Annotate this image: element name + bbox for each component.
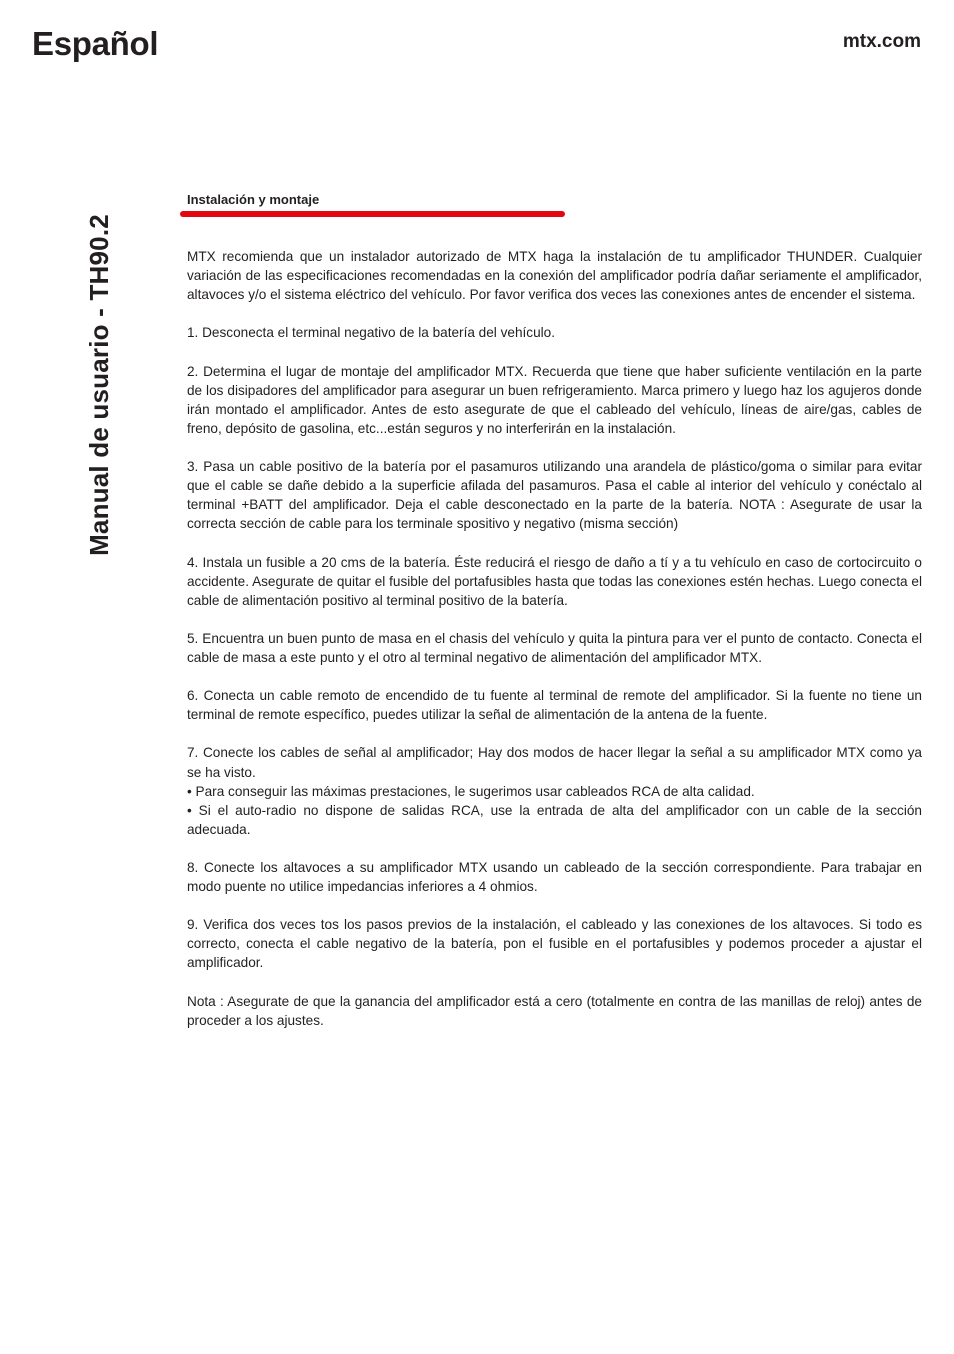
section-divider	[180, 211, 565, 217]
step-1: 1. Desconecta el terminal negativo de la batería del vehículo.	[187, 325, 556, 341]
step-8: 8. Conecte los altavoces a su amplificador MTX usando un cableado de la sección correspondiente. Para trabajar en modo puente no utilice impedancias inferiores a 4 ohmios.	[187, 860, 922, 895]
step-6: 6. Conecta un cable remoto de encendido de tu fuente al terminal de remote del amplificador. Si la fuente no tiene un terminal de remote específico, puedes utilizar la señal de alimentación de la antena de la fuente.	[187, 688, 922, 723]
instructions-body	[187, 247, 922, 1049]
language-title: Español	[32, 25, 159, 62]
side-title-container	[82, 192, 116, 578]
step-2: 2. Determina el lugar de montaje del amplificador MTX. Recuerda que tiene que haber suficiente ventilación en la parte de los disipadores del amplificador para asegurar un buen refrigeramiento. Marca primero y luego haz los agujeros donde irán montado el amplificador. Antes de esto asegurate de que el cableado del vehículo, líneas de aire/gas, cables de freno, depósito de gasolina, etc...están seguros y no interferirán en la instalación.	[187, 363, 922, 436]
step-7-bullet-1: • Para conseguir las máximas prestaciones, le sugerimos usar cableados RCA de alta calidad.	[187, 783, 755, 799]
manual-side-title: Manual de usuario - TH90.2	[84, 214, 114, 556]
website-link[interactable]: mtx.com	[842, 31, 921, 52]
section-heading: Instalación y montaje	[187, 192, 320, 207]
step-9: 9. Verifica dos veces tos los pasos previos de la instalación, el cableado y las conexiones de los altavoces. Si todo es correcto, conecta el cable negativo de la batería, pon el fusible en el portafusibles y podemos proceder a ajustar el amplificador.	[187, 917, 922, 971]
step-7: 7. Conecte los cables de señal al amplificador; Hay dos modos de hacer llegar la señal a su amplificador MTX como ya se ha visto.	[187, 745, 922, 780]
step-5: 5. Encuentra un buen punto de masa en el chasis del vehículo y quita la pintura para ver el punto de contacto. Conecta el cable de masa a este punto y el otro al terminal negativo de alimentación del amplificador MTX.	[187, 630, 922, 665]
step-4: 4. Instala un fusible a 20 cms de la batería. Éste reducirá el riesgo de daño a tí y a tu vehículo en caso de cortocircuito o accidente. Asegurate de quitar el fusible del portafusibles hasta que todas las conexiones estén hechas. Luego conecta el cable de alimentación positivo al terminal positivo de la batería.	[187, 554, 922, 608]
note-paragraph: Nota : Asegurate de que la ganancia del amplificador está a cero (totalmente en contra de las manillas de reloj) antes de proceder a los ajustes.	[187, 993, 922, 1028]
step-3: 3. Pasa un cable positivo de la batería por el pasamuros utilizando una arandela de plástico/goma o similar para evitar que el cable se dañe debido a la superficie afilada del pasamuros. Pasa el cable al interior del vehículo y conéctalo al terminal +BATT del amplificador. Deja el cable desconectado en la parte de la batería. NOTA : Asegurate de usar la correcta sección de cable para los terminale spositivo y negativo (misma sección)	[187, 459, 922, 532]
intro-paragraph: MTX recomienda que un instalador autorizado de MTX haga la instalación de tu amplificador THUNDER. Cualquier variación de las especificaciones recomendadas en la conexión del amplificador podría dañar seriamente el amplificador, altavoces y/o el sistema eléctrico del vehículo. Por favor verifica dos veces las conexiones antes de encender el sistema.	[187, 249, 922, 303]
step-7-bullet-2: • Si el auto-radio no dispone de salidas RCA, use la entrada de alta del amplificador con un cable de la sección adecuada.	[187, 802, 922, 837]
